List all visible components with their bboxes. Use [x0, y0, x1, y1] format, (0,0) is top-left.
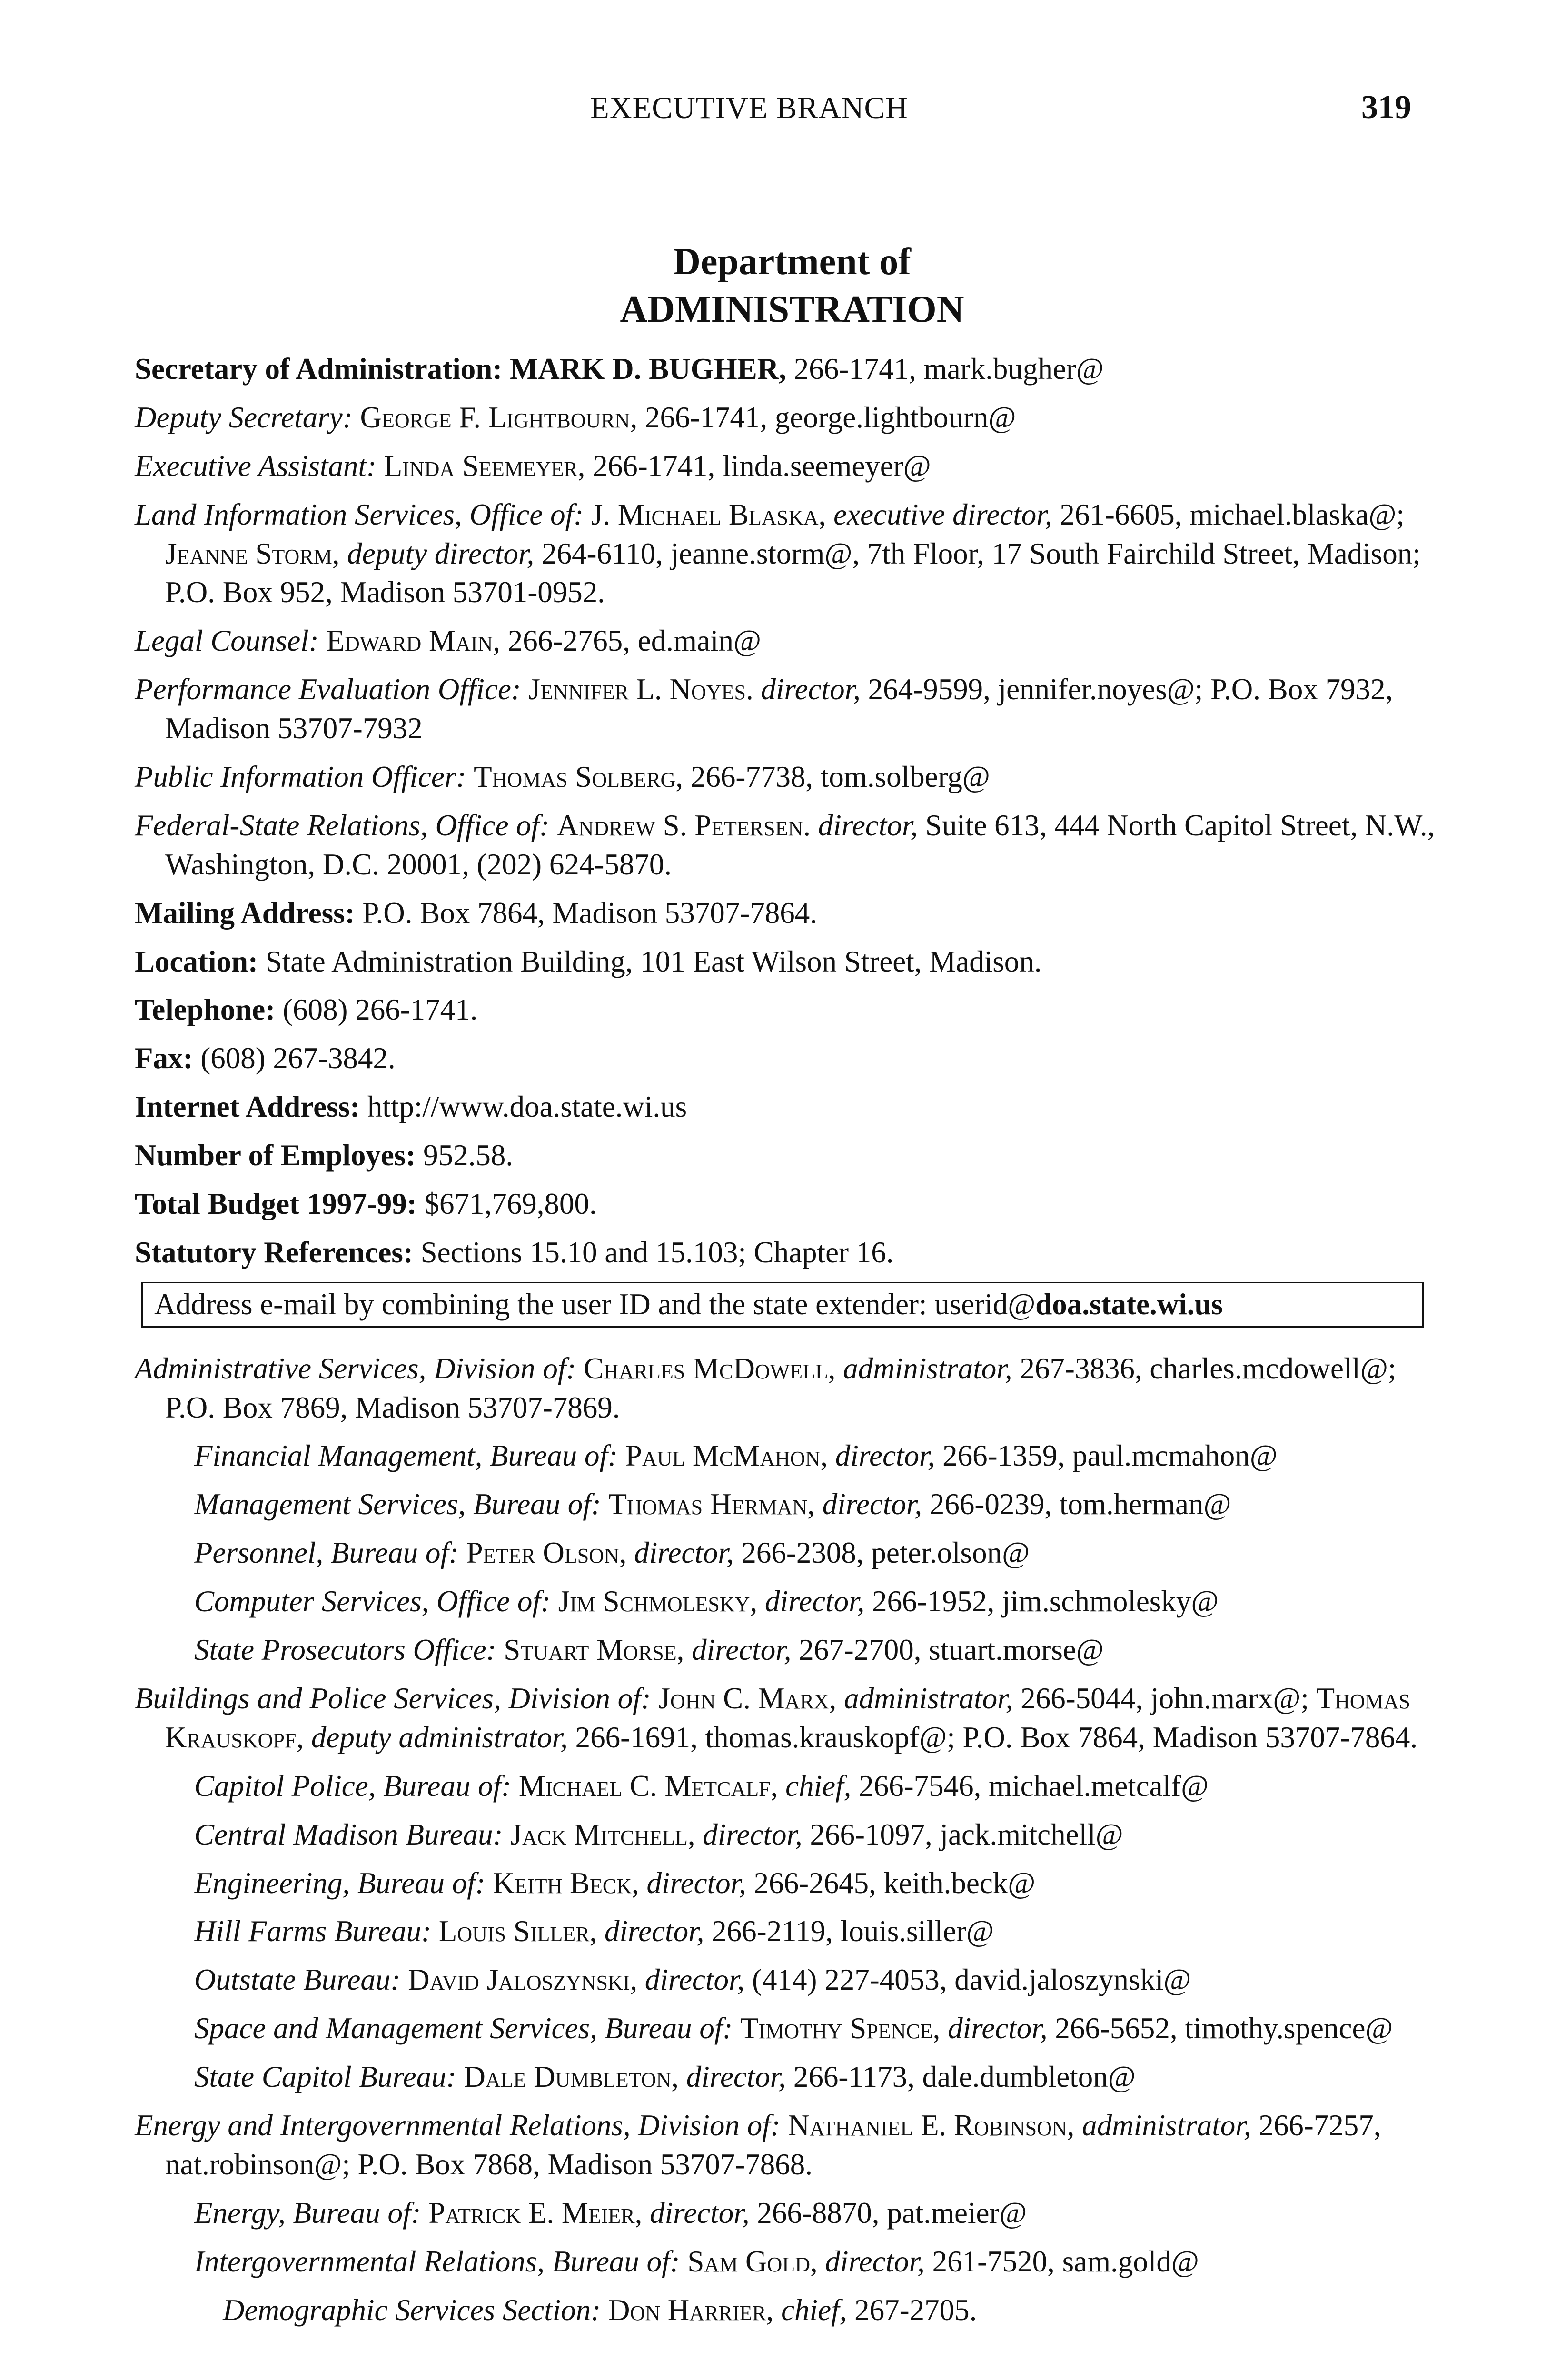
unit-label: Energy, Bureau of: — [194, 2196, 421, 2230]
fact-value: (608) 267-3842. — [193, 1041, 396, 1075]
fact-label: Fax: — [135, 1041, 193, 1075]
fact-label: Number of Employes: — [135, 1139, 416, 1172]
fact-label: Total Budget 1997-99: — [135, 1187, 417, 1221]
unit-role: director, — [634, 1536, 734, 1570]
staff-entry — [135, 758, 1439, 797]
unit-role: director, — [835, 1439, 935, 1473]
unit-entry — [194, 2194, 1439, 2233]
unit-info: 266-1097, jack.mitchell@ — [802, 1817, 1123, 1851]
fact-value: (608) 266-1741. — [275, 993, 478, 1027]
unit-label: Computer Services, Office of: — [194, 1585, 551, 1618]
staff-name: J. Michael Blaska, — [591, 497, 826, 531]
unit-head: Dale Dumbleton, — [464, 2060, 679, 2094]
staff-entry — [135, 622, 1439, 661]
unit-head: Peter Olson, — [466, 1536, 627, 1570]
division-deputy: Thomas Krauskopf, — [165, 1681, 1411, 1754]
fact-value: 952.58. — [416, 1139, 514, 1172]
unit-entry — [194, 2058, 1439, 2097]
fact-label: Mailing Address: — [135, 896, 355, 930]
unit-head: Stuart Morse, — [504, 1633, 684, 1667]
division-role: administrator, — [1082, 2108, 1251, 2142]
division-head: Nathaniel E. Robinson, — [788, 2108, 1075, 2142]
page-number: 319 — [1361, 89, 1411, 126]
fact-value: State Administration Building, 101 East Wilson Street, Madison. — [258, 944, 1042, 978]
unit-head: Patrick E. Meier, — [428, 2196, 643, 2230]
unit-entry — [194, 2242, 1439, 2281]
section-info: 267-2705. — [847, 2293, 977, 2327]
staff-info: 264-9599, jennifer.noyes@; P.O. Box 7932, Madison 53707-7932 — [165, 673, 1393, 745]
email-note-domain: doa.state.wi.us — [1035, 1287, 1223, 1321]
division-info: 266-5044, john.marx@; — [1013, 1681, 1317, 1715]
unit-label: Outstate Bureau: — [194, 1963, 401, 1997]
division-deputy-info: 266-1691, thomas.krauskopf@; P.O. Box 7864, Madison 53707-7864. — [567, 1720, 1418, 1754]
unit-role: director, — [822, 1488, 922, 1521]
unit-info: 266-1359, paul.mcmahon@ — [935, 1439, 1278, 1473]
unit-head: Jack Mitchell, — [510, 1817, 695, 1851]
staff-role-2: deputy director, — [347, 536, 535, 570]
staff-info: 266-1741, george.lightbourn@ — [637, 400, 1016, 434]
unit-info: 266-1952, jim.schmolesky@ — [864, 1585, 1219, 1618]
staff-label: Executive Assistant: — [135, 449, 377, 483]
staff-name: Thomas Solberg, — [474, 760, 684, 794]
staff-name: Edward Main, — [326, 624, 501, 658]
unit-head: Michael C. Metcalf, — [518, 1769, 778, 1803]
secretary-entry — [135, 350, 1439, 389]
unit-entry — [194, 1912, 1439, 1951]
unit-head: Louis Siller, — [438, 1914, 597, 1948]
page-title — [0, 238, 1546, 333]
fact-row — [135, 894, 1439, 933]
unit-role: director, — [604, 1914, 704, 1948]
staff-role: executive director, — [833, 497, 1052, 531]
staff-name: Linda Seemeyer, — [384, 449, 585, 483]
unit-label: Engineering, Bureau of: — [194, 1866, 486, 1900]
unit-head: Timothy Spence, — [740, 2012, 941, 2045]
fact-value: P.O. Box 7864, Madison 53707-7864. — [355, 896, 817, 930]
unit-entry — [194, 1767, 1439, 1806]
agency-entry — [135, 350, 1439, 2339]
fact-value: Sections 15.10 and 15.103; Chapter 16. — [413, 1235, 894, 1269]
staff-name: Jennifer L. Noyes. — [528, 673, 753, 706]
secretary-label: Secretary of Administration: — [135, 352, 503, 386]
unit-info: 261-7520, sam.gold@ — [924, 2244, 1199, 2278]
section-head: Don Harrier, — [608, 2293, 774, 2327]
unit-role: director, — [650, 2196, 750, 2230]
unit-label: Central Madison Bureau: — [194, 1817, 503, 1851]
division-head: John C. Marx, — [658, 1681, 837, 1715]
email-note-text: Address e-mail by combining the user ID and the state extender: userid@ — [154, 1287, 1036, 1321]
division-role: administrator, — [843, 1351, 1012, 1385]
running-head: EXECUTIVE BRANCH — [590, 91, 908, 125]
unit-role: chief, — [785, 1769, 852, 1803]
unit-role: director, — [646, 1866, 746, 1900]
fact-value: http://www.doa.state.wi.us — [360, 1090, 687, 1124]
unit-label: Hill Farms Bureau: — [194, 1914, 432, 1948]
unit-head: Keith Beck, — [493, 1866, 639, 1900]
staff-label: Performance Evaluation Office: — [135, 673, 521, 706]
unit-role: director, — [764, 1585, 865, 1618]
unit-info: 266-1173, dale.dumbleton@ — [786, 2060, 1136, 2094]
unit-info: (414) 227-4053, david.jaloszynski@ — [744, 1963, 1191, 1997]
unit-head: Jim Schmolesky, — [558, 1585, 758, 1618]
section-label: Demographic Services Section: — [223, 2293, 601, 2327]
unit-info: 266-0239, tom.herman@ — [922, 1488, 1231, 1521]
staff-entry — [135, 496, 1439, 613]
fact-label: Internet Address: — [135, 1090, 360, 1124]
unit-info: 266-5652, timothy.spence@ — [1047, 2012, 1393, 2045]
staff-info: 266-2765, ed.main@ — [500, 624, 761, 658]
staff-label: Legal Counsel: — [135, 624, 319, 658]
unit-head: Sam Gold, — [687, 2244, 818, 2278]
staff-entry — [135, 806, 1439, 884]
fact-row — [135, 1039, 1439, 1078]
fact-row — [135, 942, 1439, 982]
unit-label: Space and Management Services, Bureau of: — [194, 2012, 733, 2045]
email-note-box — [141, 1282, 1424, 1328]
unit-head: David Jaloszynski, — [408, 1963, 638, 1997]
unit-role: director, — [948, 2012, 1048, 2045]
title-line-1: Department of — [673, 241, 911, 283]
staff-entry — [135, 447, 1439, 486]
unit-info: 266-7546, michael.metcalf@ — [851, 1769, 1209, 1803]
division-entry — [135, 2106, 1439, 2184]
fact-label: Location: — [135, 944, 258, 978]
staff-label: Deputy Secretary: — [135, 400, 353, 434]
fact-value: $671,769,800. — [416, 1187, 597, 1221]
staff-label: Federal-State Relations, Office of: — [135, 808, 550, 842]
staff-info: Suite 613, 444 North Capitol Street, N.W., Washington, D.C. 20001, (202) 624-5870. — [165, 808, 1435, 881]
division-entry — [135, 1679, 1439, 1757]
staff-label: Land Information Services, Office of: — [135, 497, 584, 531]
unit-info: 267-2700, stuart.morse@ — [791, 1633, 1104, 1667]
section-entry — [223, 2291, 1439, 2330]
title-line-2: ADMINISTRATION — [620, 288, 964, 330]
division-label: Buildings and Police Services, Division of: — [135, 1681, 651, 1715]
unit-label: Capitol Police, Bureau of: — [194, 1769, 512, 1803]
unit-entry — [194, 1631, 1439, 1670]
unit-label: Intergovernmental Relations, Bureau of: — [194, 2244, 680, 2278]
fact-row — [135, 991, 1439, 1030]
unit-info: 266-2119, louis.siller@ — [704, 1914, 994, 1948]
unit-entry — [194, 1485, 1439, 1524]
unit-entry — [194, 1534, 1439, 1573]
fact-row — [135, 1136, 1439, 1175]
unit-info: 266-2645, keith.beck@ — [746, 1866, 1036, 1900]
secretary-name: MARK D. BUGHER, — [509, 352, 786, 386]
division-label: Energy and Intergovernmental Relations, Division of: — [135, 2108, 781, 2142]
section-role: chief, — [781, 2293, 847, 2327]
staff-name-2: Jeanne Storm, — [165, 536, 340, 570]
unit-head: Paul McMahon, — [625, 1439, 828, 1473]
unit-role: director, — [703, 1817, 803, 1851]
secretary-info: 266-1741, mark.bugher@ — [786, 352, 1104, 386]
division-label: Administrative Services, Division of: — [135, 1351, 576, 1385]
unit-head: Thomas Herman, — [608, 1488, 815, 1521]
division-info: 266-7257, nat.robinson@; P.O. Box 7868, Madison 53707-7868. — [165, 2108, 1381, 2181]
unit-role: director, — [692, 1633, 792, 1667]
division-entry — [135, 1349, 1439, 1428]
unit-info: 266-8870, pat.meier@ — [749, 2196, 1027, 2230]
staff-name: Andrew S. Petersen. — [557, 808, 811, 842]
unit-info: 266-2308, peter.olson@ — [733, 1536, 1030, 1570]
division-info: 267-3836, charles.mcdowell@; P.O. Box 7869, Madison 53707-7869. — [165, 1351, 1397, 1424]
unit-entry — [194, 1582, 1439, 1621]
division-head: Charles McDowell, — [584, 1351, 836, 1385]
staff-info: 266-7738, tom.solberg@ — [683, 760, 990, 794]
fact-label: Telephone: — [135, 993, 276, 1027]
unit-label: Management Services, Bureau of: — [194, 1488, 601, 1521]
fact-row — [135, 1088, 1439, 1127]
division-deputy-role: deputy administrator, — [311, 1720, 568, 1754]
staff-info: 266-1741, linda.seemeyer@ — [585, 449, 931, 483]
staff-info-2: 264-6110, jeanne.storm@, 7th Floor, 17 South Fairchild Street, Madison; P.O. Box 952, Madison 53701-0952. — [165, 536, 1421, 609]
staff-entry — [135, 398, 1439, 437]
unit-label: State Prosecutors Office: — [194, 1633, 496, 1667]
staff-role: director, — [761, 673, 861, 706]
staff-name: George F. Lightbourn, — [360, 400, 638, 434]
unit-role: director, — [644, 1963, 745, 1997]
staff-entry — [135, 670, 1439, 748]
staff-label: Public Information Officer: — [135, 760, 466, 794]
fact-row — [135, 1233, 1439, 1272]
unit-entry — [194, 1864, 1439, 1903]
unit-label: Personnel, Bureau of: — [194, 1536, 459, 1570]
unit-entry — [194, 2009, 1439, 2048]
unit-entry — [194, 1437, 1439, 1476]
unit-entry — [194, 1961, 1439, 2000]
staff-info: 261-6605, michael.blaska@; — [1052, 497, 1405, 531]
fact-row — [135, 1185, 1439, 1224]
staff-role: director, — [818, 808, 918, 842]
division-role: administrator, — [844, 1681, 1013, 1715]
fact-label: Statutory References: — [135, 1235, 413, 1269]
unit-label: State Capitol Bureau: — [194, 2060, 456, 2094]
unit-entry — [194, 1815, 1439, 1854]
unit-role: director, — [825, 2244, 925, 2278]
unit-role: director, — [686, 2060, 786, 2094]
unit-label: Financial Management, Bureau of: — [194, 1439, 618, 1473]
